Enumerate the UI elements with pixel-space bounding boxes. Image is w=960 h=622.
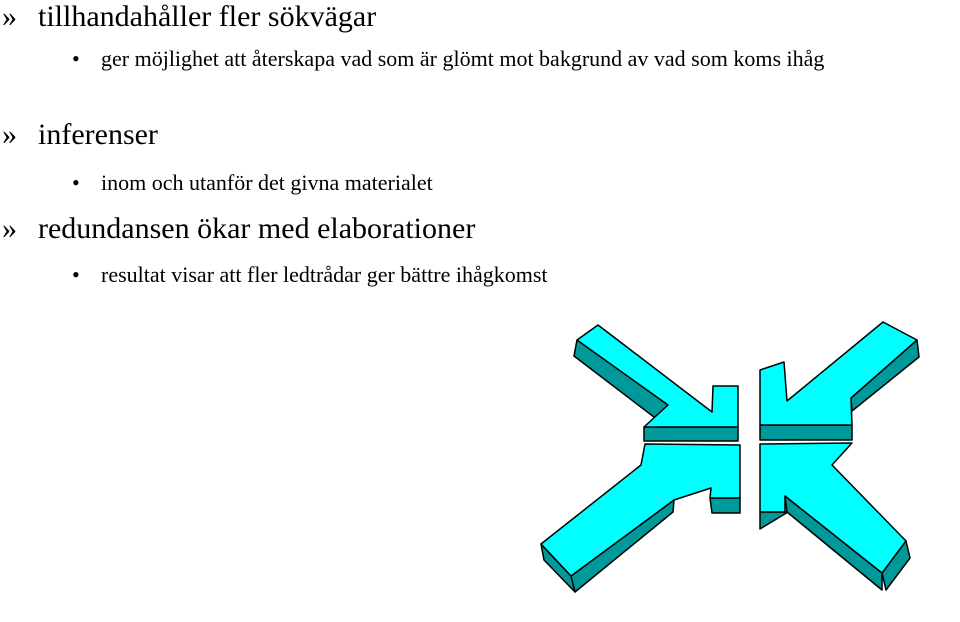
bullet-text: redundansen ökar med elaborationer [38, 212, 476, 245]
arrow-bottom-left [541, 444, 740, 592]
sub-bullet-item-2 [72, 170, 912, 195]
bullet-text: tillhandahåller fler sökvägar [38, 0, 377, 33]
sub-bullet-item-1 [72, 46, 912, 71]
arrow-top-left [574, 325, 738, 441]
sub-bullet-item-3 [72, 262, 912, 287]
bullet-item-3 [2, 212, 475, 246]
sub-bullet-text: resultat visar att fler ledtrådar ger bättre ihågkomst [101, 262, 548, 287]
bullet-marker: » [2, 0, 17, 33]
sub-bullet-marker: • [72, 46, 80, 71]
sub-bullet-marker: • [72, 262, 80, 287]
bullet-text: inferenser [38, 118, 158, 151]
arrow-bottom-right [760, 443, 910, 590]
arrow-top-right [760, 322, 919, 440]
bullet-marker: » [2, 212, 17, 245]
sub-bullet-marker: • [72, 170, 80, 195]
sub-bullet-text: inom och utanför det givna materialet [101, 170, 433, 195]
bullet-marker: » [2, 118, 17, 151]
sub-bullet-text: ger möjlighet att återskapa vad som är glömt mot bakgrund av vad som koms ihåg [101, 46, 825, 71]
converging-arrows-graphic [536, 318, 926, 618]
bullet-item-1 [2, 0, 376, 34]
bullet-item-2 [2, 118, 158, 152]
